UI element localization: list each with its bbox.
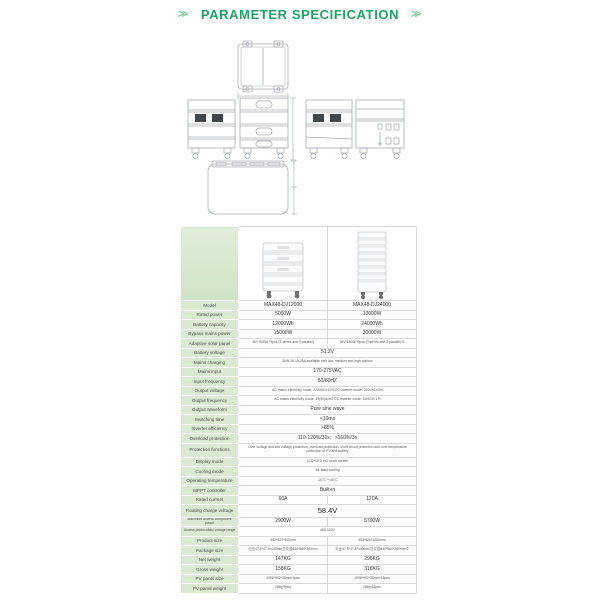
spec-cell-value: 24000Wh [328, 320, 417, 330]
spec-row-label: Package size [181, 546, 239, 556]
front-view-drawing [188, 100, 235, 159]
spec-cell-value: 12000Wh [239, 320, 328, 330]
spec-cell-value: 10000W [328, 310, 417, 320]
spec-row-value: 5kW 16-15-25A available with low, medium and high options [239, 358, 417, 368]
spec-cell-value: 147KG [239, 555, 328, 565]
spec-row-value: Pure sine wave [239, 405, 417, 415]
spec-row-value: Air-blast cooling [239, 467, 417, 477]
spec-row-label: Mains charging [181, 358, 239, 368]
spec-row-label: Battery capacity [181, 320, 239, 330]
spec-row-label: Output voltage [181, 386, 239, 396]
product-image-dj24000 [355, 231, 389, 299]
chevron-right-icon: ≫ [410, 9, 423, 20]
spec-row [181, 495, 417, 505]
spec-row-label: PV panel weight [181, 584, 239, 594]
spec-cell-value: 158KG [239, 565, 328, 575]
spec-row [181, 405, 417, 415]
page-header [0, 7, 600, 22]
front-drawer-view-drawing [240, 98, 296, 160]
spec-row-label: Access photovoltaic voltage range [181, 527, 239, 537]
spec-row [181, 555, 417, 565]
spec-row-value: 50/60HZ [239, 377, 417, 387]
product-image-cell-dj24000 [328, 227, 417, 301]
spec-row [181, 486, 417, 496]
spec-cell-value: 5000W [239, 310, 328, 320]
spec-row-label: Net weight [181, 555, 239, 565]
spec-row-value: 170-275VAC [239, 367, 417, 377]
spec-row-label: Cooling mode [181, 467, 239, 477]
spec-cell-value: 36V 550W *9pcs (3 series and 3 parallel) [239, 339, 328, 349]
spec-row-value: >85% [239, 424, 417, 434]
spec-row-value: 110-120%/30s；>160%/3s [239, 434, 417, 444]
spec-row-value: AC mains electricity mode: 49(50)60HZ DC inverter mode: 50HZ±0.1% [239, 396, 417, 406]
spec-row-value: Built-in [239, 486, 417, 496]
spec-row [181, 310, 417, 320]
spec-cell-value: 1956*992*35mm*9pcs [239, 574, 328, 584]
spec-cell-value: 36V 550W *9pcs (3 series and 3 parallel)*2 [328, 339, 417, 349]
spec-row-label: Model [181, 301, 239, 311]
spec-row [181, 574, 417, 584]
spec-row-label: Rated current [181, 495, 239, 505]
spec-row [181, 457, 417, 467]
spec-row-value: <10ms [239, 415, 417, 425]
spec-cell-value: 28kg*18pcs [328, 584, 417, 594]
spec-row [181, 527, 417, 537]
product-image-row [181, 227, 417, 301]
spec-row [181, 301, 417, 311]
top-view-drawing [238, 41, 288, 99]
spec-table-body [181, 227, 417, 594]
spec-row [181, 505, 417, 518]
spec-row [181, 339, 417, 349]
spec-cell-value: 30000W [328, 329, 417, 339]
spec-row-label: Rated power [181, 310, 239, 320]
spec-row [181, 386, 417, 396]
spec-cell-value: 电池47.5*47.8*440mm逆变器630*560*280mm [239, 546, 328, 556]
spec-row-label: Maximum access component power [181, 517, 239, 527]
spec-row-label: Output frequency [181, 396, 239, 406]
spec-row-label: Adaptive solar panel [181, 339, 239, 349]
spec-row-value: 48V-100V [239, 527, 417, 537]
spec-cell-value: 5700W [328, 517, 417, 527]
spec-cell-value: 296KG [328, 555, 417, 565]
spec-cell-value: 592*520*1260mm [328, 536, 417, 546]
technical-drawings [0, 40, 600, 220]
spec-row-label: PV panel size [181, 574, 239, 584]
spec-row-label: Gross weight [181, 565, 239, 575]
product-image-cell-dj12000 [239, 227, 328, 301]
product-image-dj12000 [259, 241, 307, 299]
spec-row-label: MPPT controller [181, 486, 239, 496]
spec-cell-value: 15000W [239, 329, 328, 339]
spec-cell-value: 电池47.5*47.8*440mm/逆变器630*560*280mm*2 [328, 546, 417, 556]
spec-cell-value: MAX48-DJ12000 [239, 301, 328, 311]
spec-row-label: Bypass mains power [181, 329, 239, 339]
spec-row [181, 396, 417, 406]
spec-row-label: Battery voltage [181, 348, 239, 358]
spec-row [181, 467, 417, 477]
spec-row-label: Product size [181, 536, 239, 546]
spec-table [180, 226, 417, 594]
spec-cell-value: 2900W [239, 517, 328, 527]
spec-row [181, 584, 417, 594]
spec-row [181, 377, 417, 387]
spec-row [181, 443, 417, 457]
spec-row-label: Output waveform [181, 405, 239, 415]
spec-row-label: Inverter efficiency [181, 424, 239, 434]
spec-row-label: Operating temperature [181, 476, 239, 486]
spec-row-label: Display mode [181, 457, 239, 467]
spec-row [181, 434, 417, 444]
spec-row [181, 415, 417, 425]
spec-row-value: -20°C~+45°C [239, 476, 417, 486]
page-title: PARAMETER SPECIFICATION [200, 7, 400, 22]
spec-row-value: Over voltage and low voltage protection, overload protection, short circuit protection and over temperature protection of PV and battery [239, 443, 417, 457]
spec-row-label: Input frequency [181, 377, 239, 387]
spec-row [181, 367, 417, 377]
spec-row-value: 58.4V [239, 505, 417, 518]
spec-row [181, 536, 417, 546]
spec-row-value: AC mains electricity mode: 220VAC±10% DC inverter mode: 220VAC±3% [239, 386, 417, 396]
spec-row-value: 51.2V [239, 348, 417, 358]
spec-cell-value: MAX48-DJ24000 [328, 301, 417, 311]
spec-row-label: Switching time [181, 415, 239, 425]
spec-row [181, 348, 417, 358]
spec-cell-value: 1956*992*35mm*18pcs [328, 574, 417, 584]
rear-view-drawing [306, 100, 352, 159]
spec-row [181, 320, 417, 330]
spec-cell-value: 28kg*9pcs [239, 584, 328, 594]
spec-row [181, 329, 417, 339]
spec-row-label: Protection functions [181, 443, 239, 457]
spec-row-value: LCD+LED HD touch screen [239, 457, 417, 467]
spec-row-label: Mains input [181, 367, 239, 377]
spec-cell-value: 318KG [328, 565, 417, 575]
spec-row-label: Overload protection [181, 434, 239, 444]
chevron-left-icon: ≫ [177, 9, 190, 20]
spec-row [181, 546, 417, 556]
header-green-cell [181, 227, 239, 301]
spec-cell-value: 120A [328, 495, 417, 505]
side-view-drawing [356, 100, 404, 159]
spec-cell-value: 60A [239, 495, 328, 505]
spec-row [181, 476, 417, 486]
spec-row [181, 565, 417, 575]
spec-row-label: Floating charge voltage [181, 505, 239, 518]
spec-row [181, 517, 417, 527]
spec-row [181, 424, 417, 434]
spec-cell-value: 592*520*500mm [239, 536, 328, 546]
spec-row [181, 358, 417, 368]
base-view-drawing [208, 161, 297, 214]
